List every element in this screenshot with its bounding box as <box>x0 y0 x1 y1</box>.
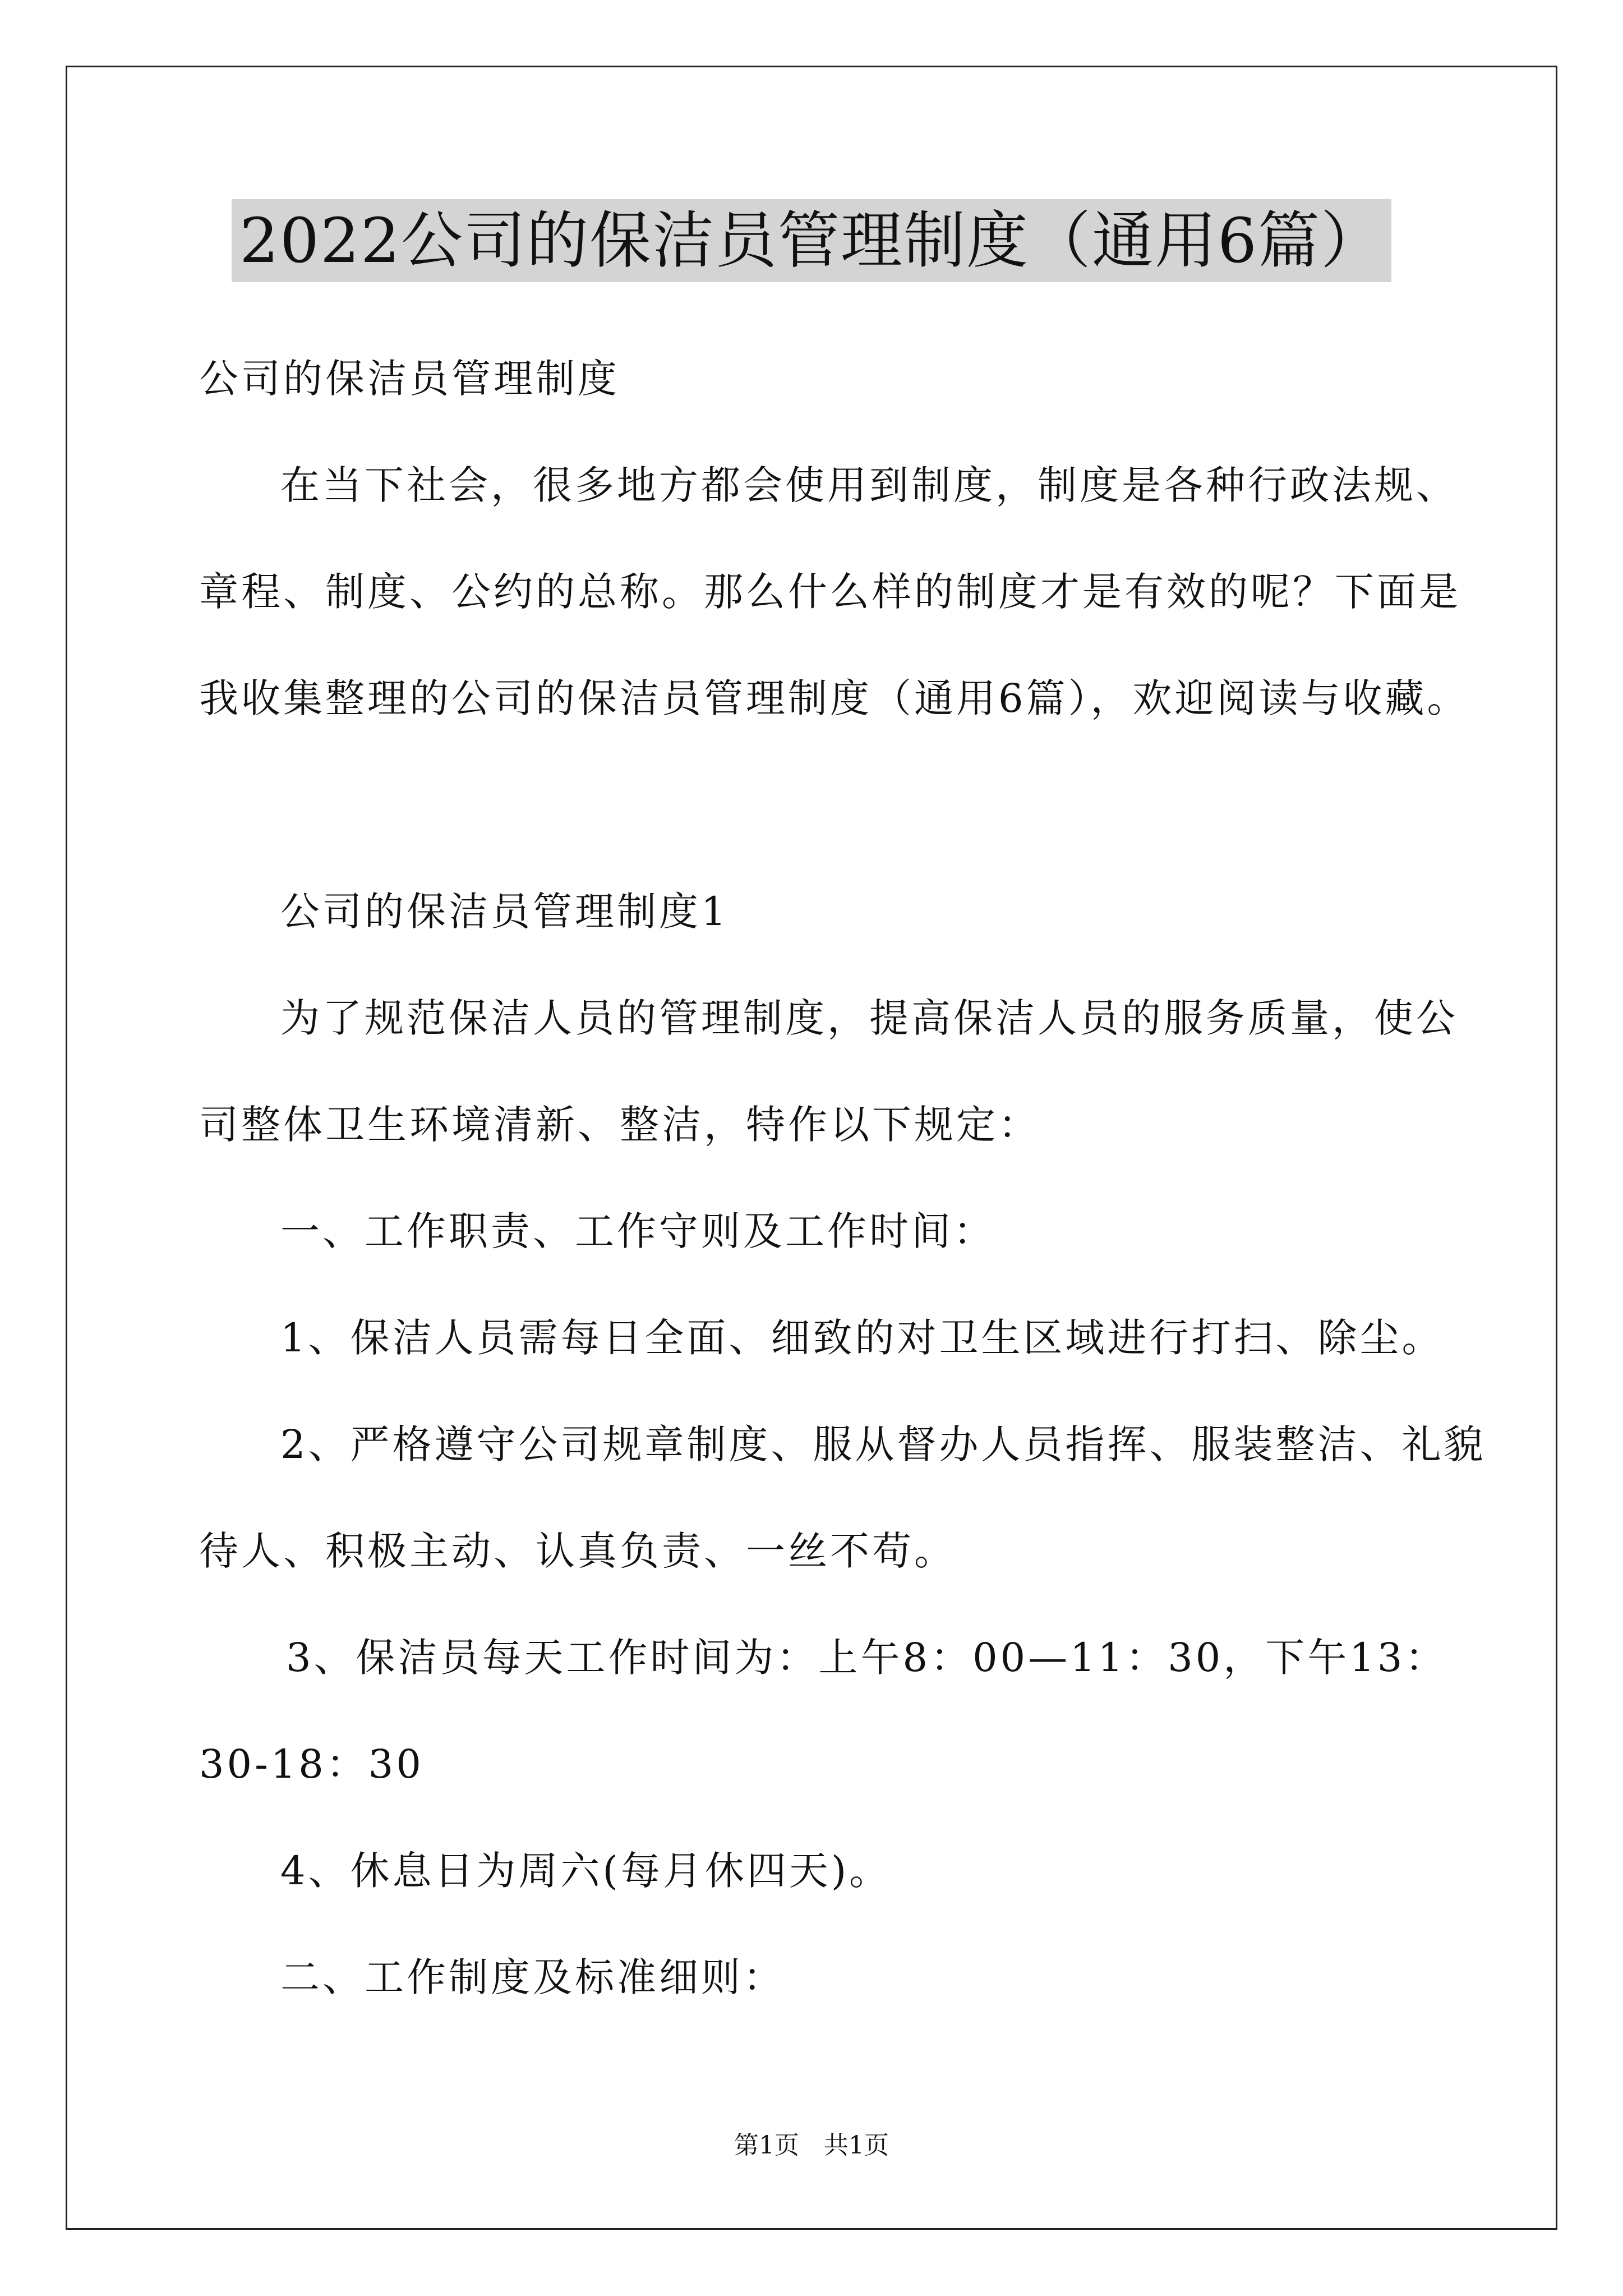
body-line-5: 2、严格遵守公司规章制度、服从督办人员指挥、服装整洁、礼貌 <box>280 1421 1486 1467</box>
body-line-4: 1、保洁人员需每日全面、细致的对卫生区域进行打扫、除尘。 <box>280 1315 1444 1361</box>
body-line-6: 待人、积极主动、认真负责、一丝不苟。 <box>199 1528 956 1574</box>
title-container <box>0 199 1623 282</box>
document-title: 2022公司的保洁员管理制度（通用6篇） <box>232 199 1391 282</box>
body-line-8: 30-18：30 <box>199 1741 424 1787</box>
document-subtitle: 公司的保洁员管理制度 <box>199 356 620 402</box>
body-line-1: 为了规范保洁人员的管理制度，提高保洁人员的服务质量，使公 <box>280 995 1458 1041</box>
body-line-2: 司整体卫生环境清新、整洁，特作以下规定： <box>199 1102 1040 1148</box>
intro-line-1: 在当下社会，很多地方都会使用到制度，制度是各种行政法规、 <box>280 462 1458 508</box>
body-line-3: 一、工作职责、工作守则及工作时间： <box>280 1208 995 1254</box>
intro-line-3: 我收集整理的公司的保洁员管理制度（通用6篇），欢迎阅读与收藏。 <box>199 675 1469 721</box>
page-footer: 第1页 共1页 <box>734 2131 889 2160</box>
section-heading: 公司的保洁员管理制度1 <box>280 889 729 935</box>
body-line-9: 4、休息日为周六(每月休四天)。 <box>280 1848 892 1894</box>
body-line-10: 二、工作制度及标准细则： <box>280 1954 785 2000</box>
intro-line-2: 章程、制度、公约的总称。那么什么样的制度才是有效的呢？下面是 <box>199 569 1461 615</box>
body-line-7: 3、保洁员每天工作时间为：上午8：00—11：30，下午13： <box>286 1635 1447 1681</box>
